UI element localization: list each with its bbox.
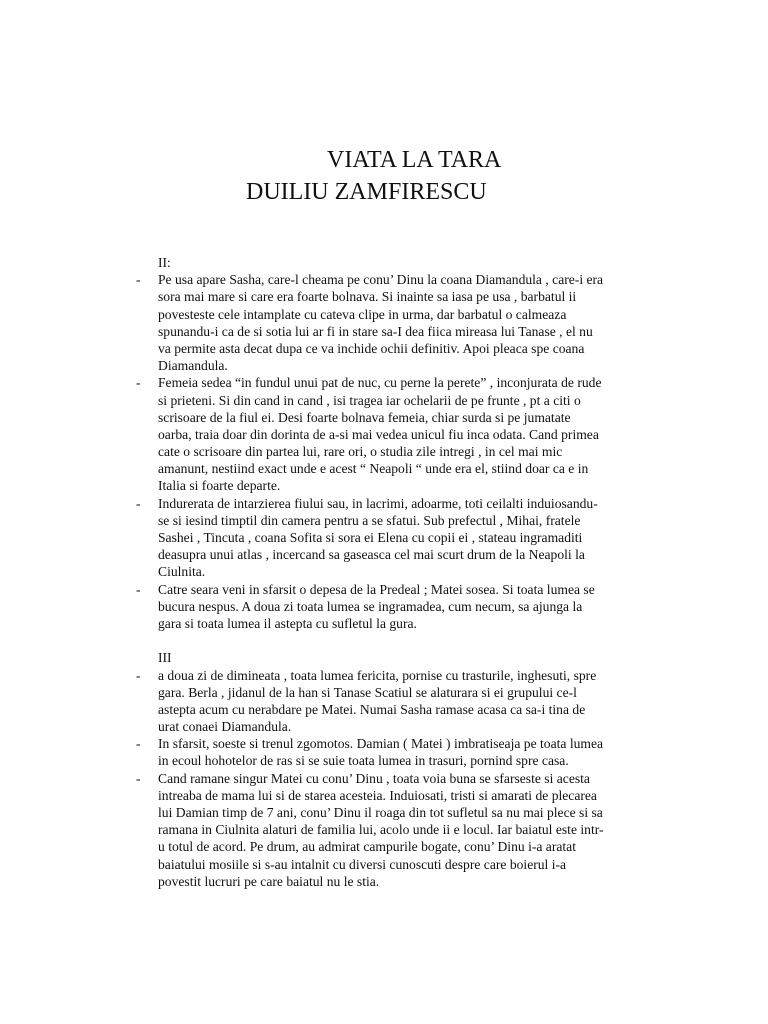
text-line: Catre seara veni in sfarsit o depesa de la Predeal ; Matei sosea. Si toata lumea se xyxy=(158,581,595,597)
text-line: Indurerata de intarzierea fiului sau, in lacrimi, adoarme, toti ceilalti induiosandu- xyxy=(158,495,598,511)
text-line: ramana in Ciulnita alaturi de familia lui, acolo unde ii e locul. Iar baiatul este intr- xyxy=(158,822,604,838)
list-item-text xyxy=(158,735,665,769)
list-item xyxy=(135,271,665,374)
section-heading: II: xyxy=(158,255,171,270)
list-bullet: - xyxy=(136,272,141,288)
list-item xyxy=(135,770,665,890)
list-item-text xyxy=(158,271,665,374)
text-line: Italia si foarte departe. xyxy=(158,478,281,494)
list-item xyxy=(135,581,665,633)
list-bullet: - xyxy=(136,736,141,752)
section-heading: III xyxy=(158,650,172,666)
text-line: intreaba de mama lui si de starea acesteia. Induiosati, tristi si amarati de plecarea xyxy=(158,787,597,803)
list-item xyxy=(135,374,665,494)
text-line: deasupra unui atlas , incercand sa gaseasca cel mai scurt drum de la Neapoli la xyxy=(158,547,585,563)
text-line: si prieteni. Si din cand in cand , isi tragea iar ochelarii de pe frunte , pt a citi o xyxy=(158,392,581,408)
text-line: In sfarsit, soeste si trenul zgomotos. Damian ( Matei ) imbratiseaja pe toata lumea xyxy=(158,736,604,752)
text-line: u totul de acord. Pe drum, au admirat campurile bogate, conu’ Dinu i-a aratat xyxy=(158,839,576,855)
text-line: gara si toata lumea il astepta cu sufletul la gura. xyxy=(158,615,417,631)
document-author: DUILIU ZAMFIRESCU xyxy=(246,179,487,205)
text-line: Cand ramane singur Matei cu conu’ Dinu , toata voia buna se sfarseste si acesta xyxy=(158,770,590,786)
text-line: sora mai mare si care era foarte bolnava. Si inainte sa iasa pe usa , barbatul ii xyxy=(158,289,577,305)
list-item-text xyxy=(158,495,665,581)
section-gap xyxy=(135,632,665,649)
list-bullet: - xyxy=(136,667,141,683)
list-bullet: - xyxy=(136,581,141,597)
text-line: Sashei , Tincuta , coana Sofita si sora ei Elena cu copii ei , stateau ingramaditi xyxy=(158,530,583,545)
text-line: bucura nespus. A doua zi toata lumea se ingramadea, cum necum, sa ajunga la xyxy=(158,598,583,614)
text-line: urat conaei Diamandula. xyxy=(158,719,292,735)
list-item xyxy=(135,495,665,581)
document-title: VIATA LA TARA xyxy=(327,147,502,173)
list-item xyxy=(135,735,665,769)
text-line: scrisoare de la fiul ei. Desi foarte bolnava femeia, chiar surda si pe jumatate xyxy=(158,409,571,425)
text-line: Femeia sedea “in fundul unui pat de nuc, cu perne la perete” , inconjurata de rude xyxy=(158,375,602,391)
text-line: povesteste cele intamplate cu cateva clipe in urma, dar barbatul o calmeaza xyxy=(158,306,567,322)
list-bullet: - xyxy=(136,770,141,786)
list-item-text xyxy=(158,374,665,494)
text-line: oarba, traia doar din dorinta de a-si mai vedea unicul fiu inca odata. Cand primea xyxy=(158,426,599,442)
text-line: povestit lucruri pe care baiatul nu le stia. xyxy=(158,873,380,889)
text-line: astepta acum cu nerabdare pe Matei. Numai Sasha ramase acasa ca sa-i tina de xyxy=(158,701,586,717)
list-bullet: - xyxy=(136,375,141,391)
text-line: Pe usa apare Sasha, care-l cheama pe conu’ Dinu la coana Diamandula , care-i era xyxy=(158,272,604,288)
text-line: a doua zi de dimineata , toata lumea fericita, pornise cu trasturile, inghesuti, spre xyxy=(158,667,597,683)
text-line: Diamandula. xyxy=(158,358,228,374)
text-line: se si iesind timptil din camera pentru a se sfatui. Sub prefectul , Mihai, fratele xyxy=(158,512,581,528)
text-line: va permite asta decat dupa ce va inchide ochii definitiv. Apoi pleaca spe coana xyxy=(158,340,585,356)
list-item xyxy=(135,667,665,736)
list-item-text xyxy=(158,770,665,890)
text-line: in ecoul hohotelor de ras si se suie toata lumea in trasuri, pornind spre casa. xyxy=(158,753,569,769)
list-bullet: - xyxy=(136,495,141,511)
list-item-text xyxy=(158,581,665,633)
text-line: gara. Berla , jidanul de la han si Tanase Scatiul se alaturara si ei grupului ce-l xyxy=(158,684,577,700)
text-line: lui Damian timp de 7 ani, conu’ Dinu il roaga din tot sufletul sa nu mai plece si sa xyxy=(158,805,603,820)
list-item-text xyxy=(158,667,665,736)
text-line: spunandu-i ca de si sotia lui ar fi in stare sa-I dea fiica mireasa lui Tanase , el nu xyxy=(158,323,593,339)
document-body xyxy=(135,254,665,890)
text-line: cate o scrisoare din partea lui, rare ori, o studia zile intregi , in cel mai mic xyxy=(158,444,563,460)
text-line: baiatului mosiile si s-au intalnit cu diversi cunoscuti despre care boierul i-a xyxy=(158,856,567,872)
text-line: amanunt, nestiind exact unde e acest “ Neapoli “ unde era el, stiind doar ca e in xyxy=(158,461,589,477)
text-line: Ciulnita. xyxy=(158,564,206,580)
